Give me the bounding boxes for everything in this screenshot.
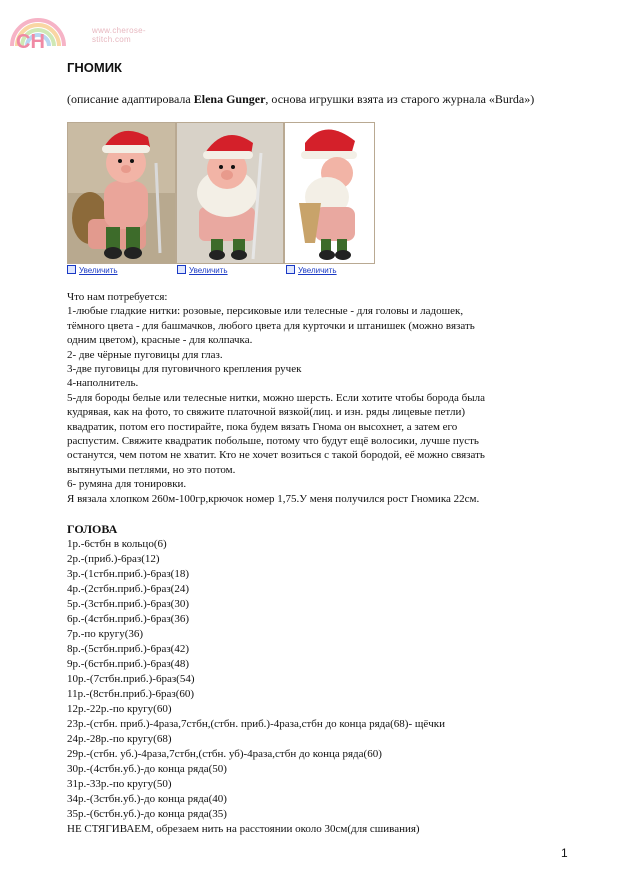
pattern-row: 9р.-(6стбн.приб.)-6раз(48) xyxy=(67,658,189,670)
pattern-row: 6р.-(4стбн.приб.)-6раз(36) xyxy=(67,613,189,625)
subtitle-post: , основа игрушки взята из старого журнала «Burda») xyxy=(265,92,535,106)
pattern-row: 35р.-(6стбн.уб.)-до конца ряда(35) xyxy=(67,808,227,820)
rainbow-logo-icon xyxy=(4,6,94,52)
enlarge-label: Увеличить xyxy=(298,266,337,275)
pattern-rows xyxy=(67,537,567,837)
pattern-row: 10р.-(7стбн.приб.)-6раз(54) xyxy=(67,673,195,685)
pattern-row: 30р.-(4стбн.уб.)-до конца ряда(50) xyxy=(67,763,227,775)
pattern-row: 24р.-28р.-по кругу(68) xyxy=(67,733,172,745)
enlarge-link-3[interactable] xyxy=(286,265,337,275)
materials-line: распустим. Свяжите квадратик побольше, потому что будут ещё волосики, лучше пусть xyxy=(67,435,479,448)
zoom-icon xyxy=(286,265,295,274)
svg-text:CH: CH xyxy=(16,31,45,52)
pattern-row: 31р.-33р.-по кругу(50) xyxy=(67,778,172,790)
gnome-photo-3[interactable] xyxy=(284,122,375,264)
materials-line: 4-наполнитель. xyxy=(67,377,139,390)
pattern-row: 23р.-(стбн. приб.)-4раза,7стбн,(стбн. приб.)-4раза,стбн до конца ряда(68)- щёчки xyxy=(67,718,445,730)
materials-line: 5-для бороды белые или телесные нитки, можно шерсть. Если хотите чтобы борода была xyxy=(67,391,485,404)
photo-strip xyxy=(67,122,373,264)
subtitle-pre: (описание адаптировала xyxy=(67,92,194,106)
materials-list xyxy=(67,290,567,506)
gnome-photo-1[interactable] xyxy=(67,122,176,264)
materials-line: Что нам потребуется: xyxy=(67,291,168,303)
pattern-row: 4р.-(2стбн.приб.)-6раз(24) xyxy=(67,583,189,595)
pattern-row: 11р.-(8стбн.приб.)-6раз(60) xyxy=(67,688,195,700)
section-title-head: ГОЛОВА xyxy=(67,522,118,536)
materials-line: тёмного цвета - для башмачков, любого цвета для курточки и штанишек (можно вязать xyxy=(67,319,475,332)
enlarge-label: Увеличить xyxy=(189,266,228,275)
materials-line: 1-любые гладкие нитки: розовые, персиковые или телесные - для головы и ладошек, xyxy=(67,305,464,318)
materials-line: одним цветом), красные - для колпачка. xyxy=(67,334,253,347)
materials-line: вытянутыми петлями, но это потом. xyxy=(67,463,236,476)
gnome-photo-2[interactable] xyxy=(176,122,284,264)
enlarge-link-2[interactable] xyxy=(177,265,228,275)
materials-line: 2- две чёрные пуговицы для глаз. xyxy=(67,348,223,361)
pattern-row: 12р.-22р.-по кругу(60) xyxy=(67,703,172,715)
pattern-row: 7р.-по кругу(36) xyxy=(67,628,144,640)
page-title: ГНОМИК xyxy=(67,60,122,75)
zoom-icon xyxy=(177,265,186,274)
subtitle xyxy=(67,92,534,107)
zoom-icon xyxy=(67,265,76,274)
subtitle-author: Elena Gunger xyxy=(193,92,266,106)
materials-line: кудрявая, как на фото, то свяжите платочной вязкой(лиц. и изн. ряды лицевые петли) xyxy=(67,406,466,419)
materials-line: Я вязала хлопком 260м-100гр,крючок номер 1,75.У меня получился рост Гномика 22см. xyxy=(67,492,480,505)
pattern-row: НЕ СТЯГИВАЕМ, обрезаем нить на расстоянии около 30см(для сшивания) xyxy=(67,823,420,835)
pattern-row: 3р.-(1стбн.приб.)-6раз(18) xyxy=(67,568,189,580)
pattern-row: 29р.-(стбн. уб.)-4раза,7стбн,(стбн. уб)-4раза,стбн до конца ряда(60) xyxy=(67,748,382,760)
materials-line: 6- румяна для тонировки. xyxy=(67,478,187,491)
materials-line: останутся, чем потом не хватит. Кто не хочет возиться с такой бородой, её можно связать xyxy=(67,449,485,462)
pattern-row: 2р.-(приб.)-6раз(12) xyxy=(67,553,160,565)
materials-line: квадратик, потом его постирайте, пока будем вязать Гнома он высохнет, а затем его xyxy=(67,420,458,433)
watermark-site-text: www.cherose-stitch.com xyxy=(92,26,146,44)
enlarge-link-1[interactable] xyxy=(67,265,118,275)
pattern-row: 1р.-6стбн в кольцо(6) xyxy=(67,538,167,550)
watermark-logo xyxy=(4,6,174,52)
page-number: 1 xyxy=(561,846,568,860)
materials-line: 3-две пуговицы для пуговичного крепления ручек xyxy=(67,363,302,376)
enlarge-label: Увеличить xyxy=(79,266,118,275)
pattern-row: 8р.-(5стбн.приб.)-6раз(42) xyxy=(67,643,189,655)
pattern-row: 34р.-(3стбн.уб.)-до конца ряда(40) xyxy=(67,793,227,805)
pattern-row: 5р.-(3стбн.приб.)-6раз(30) xyxy=(67,598,189,610)
